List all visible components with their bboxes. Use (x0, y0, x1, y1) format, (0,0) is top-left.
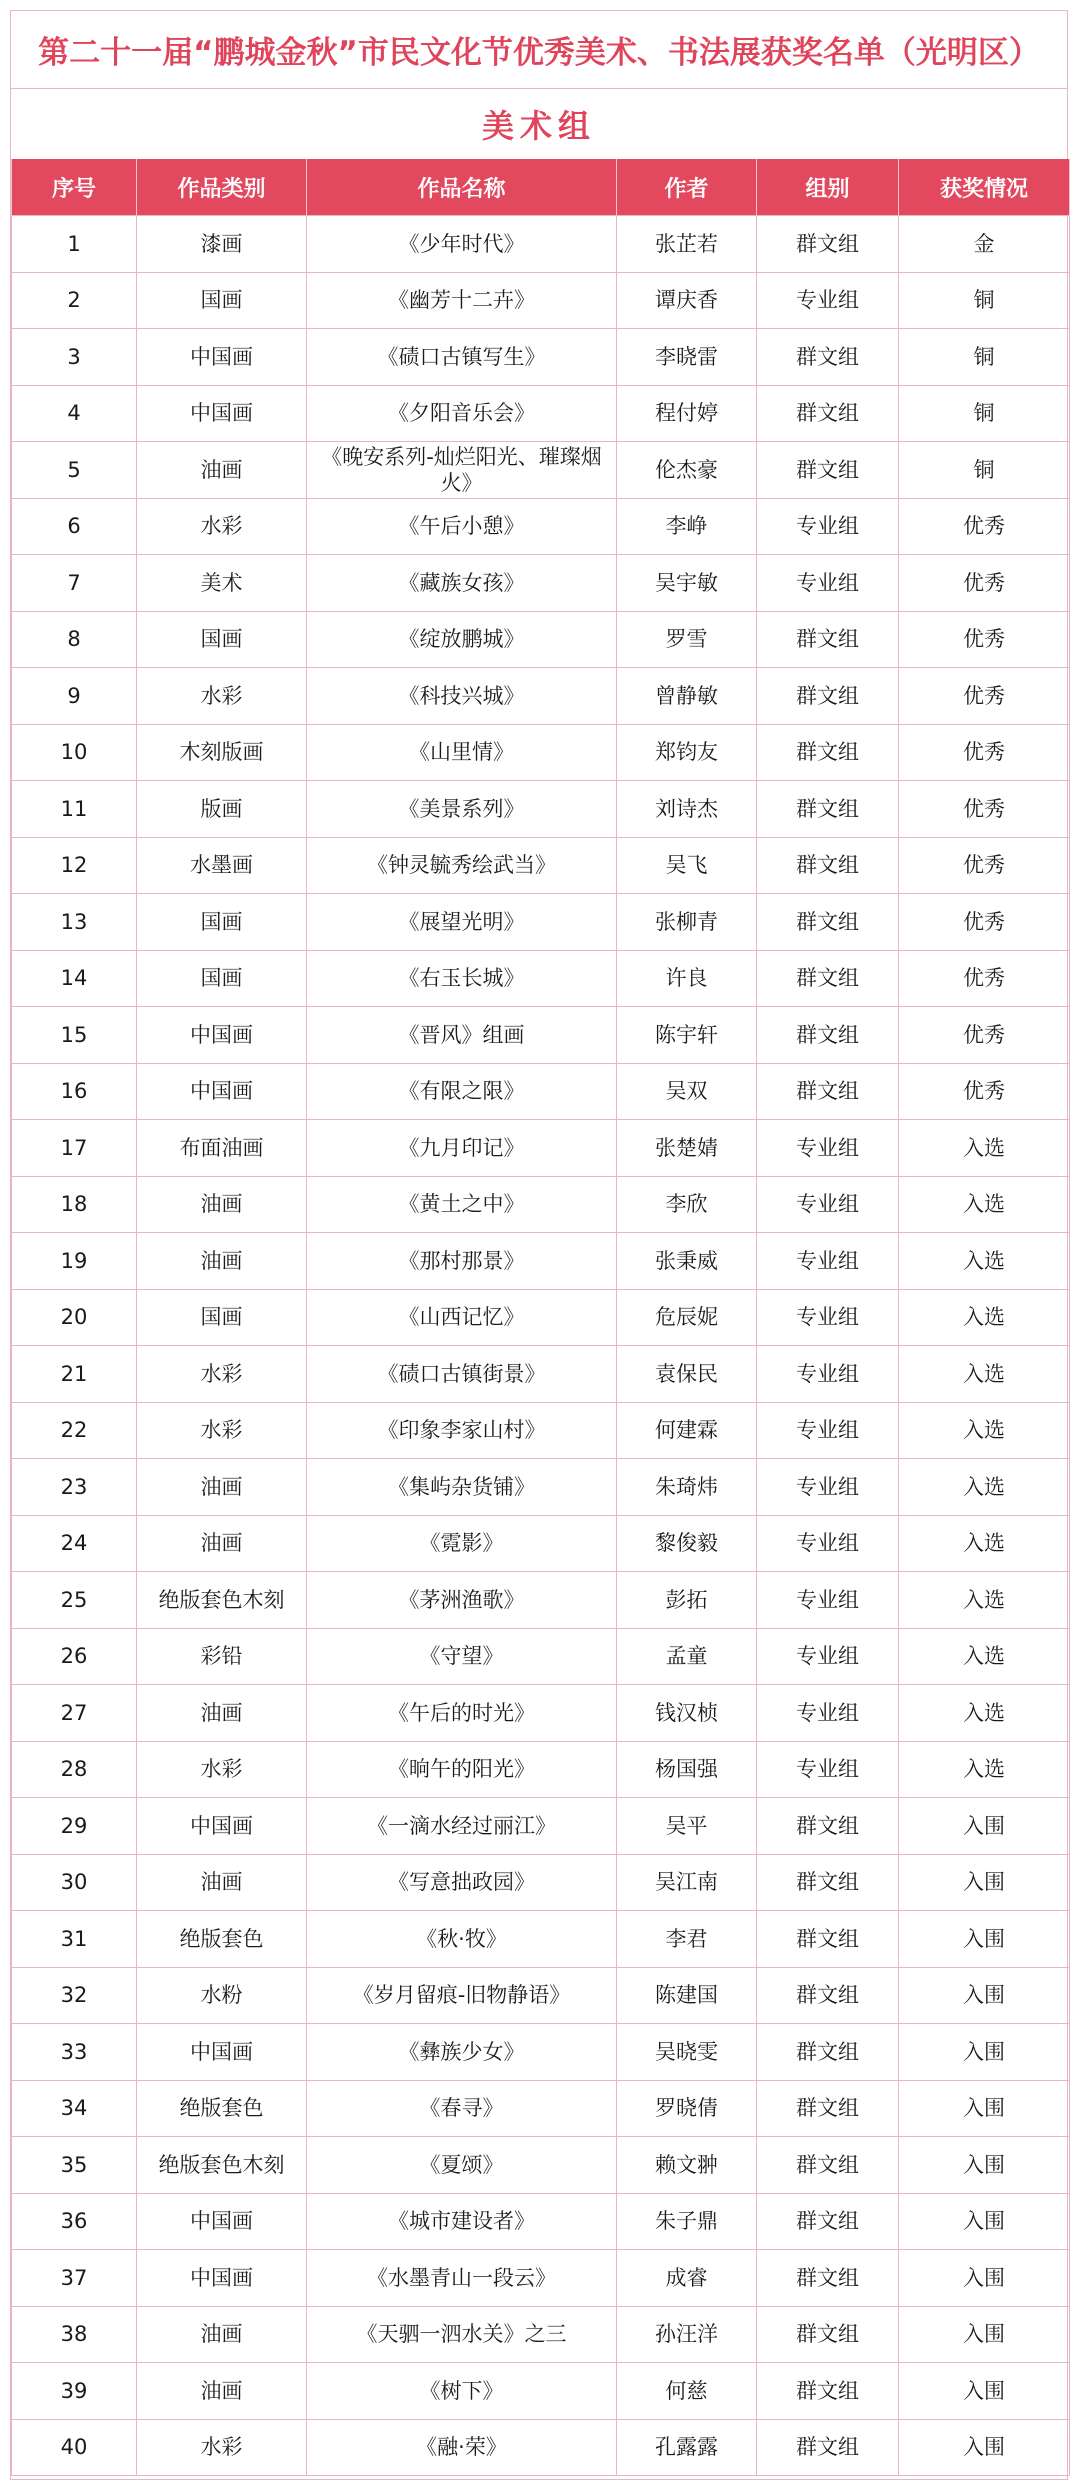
cell-category: 中国画 (137, 1063, 307, 1120)
cell-group: 群文组 (757, 611, 899, 668)
cell-category: 中国画 (137, 1007, 307, 1064)
award-table (11, 159, 1070, 2476)
cell-award: 入围 (899, 1911, 1070, 1968)
table-row (12, 329, 1070, 386)
cell-index: 21 (12, 1346, 137, 1403)
cell-award: 金 (899, 216, 1070, 273)
table-row (12, 2363, 1070, 2420)
cell-author: 孔露露 (617, 2419, 757, 2476)
cell-group: 专业组 (757, 1628, 899, 1685)
cell-index: 33 (12, 2024, 137, 2081)
cell-award: 入选 (899, 1289, 1070, 1346)
table-row (12, 2080, 1070, 2137)
cell-index: 18 (12, 1176, 137, 1233)
cell-category: 版画 (137, 781, 307, 838)
cell-group: 专业组 (757, 1515, 899, 1572)
cell-author: 张秉威 (617, 1233, 757, 1290)
cell-award: 入围 (899, 2250, 1070, 2307)
column-header-award: 获奖情况 (899, 159, 1070, 216)
cell-index: 40 (12, 2419, 137, 2476)
table-row (12, 272, 1070, 329)
cell-group: 专业组 (757, 1572, 899, 1629)
table-row (12, 2137, 1070, 2194)
cell-group: 群文组 (757, 2024, 899, 2081)
cell-category: 油画 (137, 1854, 307, 1911)
cell-award: 入围 (899, 2080, 1070, 2137)
cell-group: 群文组 (757, 1798, 899, 1855)
cell-group: 群文组 (757, 2080, 899, 2137)
cell-index: 34 (12, 2080, 137, 2137)
section-title: 美术组 (481, 107, 596, 145)
cell-award: 铜 (899, 442, 1070, 499)
table-row (12, 2250, 1070, 2307)
cell-work-title: 《夕阳音乐会》 (307, 385, 617, 442)
cell-index: 3 (12, 329, 137, 386)
cell-category: 中国画 (137, 1798, 307, 1855)
cell-category: 水彩 (137, 498, 307, 555)
cell-category: 中国画 (137, 2024, 307, 2081)
table-body (12, 216, 1070, 2476)
cell-work-title: 《黄土之中》 (307, 1176, 617, 1233)
cell-index: 19 (12, 1233, 137, 1290)
cell-award: 优秀 (899, 781, 1070, 838)
cell-category: 绝版套色木刻 (137, 2137, 307, 2194)
table-row (12, 1572, 1070, 1629)
cell-work-title: 《水墨青山一段云》 (307, 2250, 617, 2307)
table-row (12, 1007, 1070, 1064)
cell-author: 李欣 (617, 1176, 757, 1233)
cell-author: 杨国强 (617, 1741, 757, 1798)
cell-category: 绝版套色木刻 (137, 1572, 307, 1629)
table-row (12, 1741, 1070, 1798)
cell-group: 群文组 (757, 2193, 899, 2250)
cell-index: 22 (12, 1402, 137, 1459)
cell-group: 群文组 (757, 894, 899, 951)
table-row (12, 1798, 1070, 1855)
cell-group: 群文组 (757, 329, 899, 386)
cell-index: 20 (12, 1289, 137, 1346)
cell-author: 赖文翀 (617, 2137, 757, 2194)
cell-group: 群文组 (757, 216, 899, 273)
cell-author: 伦杰豪 (617, 442, 757, 499)
table-row (12, 1911, 1070, 1968)
cell-author: 罗晓倩 (617, 2080, 757, 2137)
cell-index: 32 (12, 1967, 137, 2024)
cell-award: 优秀 (899, 498, 1070, 555)
table-row (12, 1289, 1070, 1346)
cell-author: 危辰妮 (617, 1289, 757, 1346)
cell-category: 布面油画 (137, 1120, 307, 1177)
cell-index: 9 (12, 668, 137, 725)
cell-group: 群文组 (757, 2419, 899, 2476)
cell-work-title: 《秋·牧》 (307, 1911, 617, 1968)
cell-author: 张柳青 (617, 894, 757, 951)
cell-work-title: 《科技兴城》 (307, 668, 617, 725)
cell-index: 2 (12, 272, 137, 329)
cell-index: 5 (12, 442, 137, 499)
cell-index: 4 (12, 385, 137, 442)
cell-group: 专业组 (757, 1120, 899, 1177)
cell-index: 8 (12, 611, 137, 668)
cell-index: 24 (12, 1515, 137, 1572)
cell-index: 7 (12, 555, 137, 612)
cell-index: 35 (12, 2137, 137, 2194)
cell-award: 入围 (899, 1967, 1070, 2024)
cell-group: 群文组 (757, 1911, 899, 1968)
cell-category: 油画 (137, 2306, 307, 2363)
table-row (12, 1967, 1070, 2024)
cell-author: 吴飞 (617, 837, 757, 894)
cell-award: 铜 (899, 329, 1070, 386)
cell-category: 油画 (137, 1685, 307, 1742)
cell-author: 曾静敏 (617, 668, 757, 725)
cell-work-title: 《午后的时光》 (307, 1685, 617, 1742)
cell-index: 16 (12, 1063, 137, 1120)
cell-author: 陈宇轩 (617, 1007, 757, 1064)
cell-work-title: 《展望光明》 (307, 894, 617, 951)
cell-author: 朱子鼎 (617, 2193, 757, 2250)
cell-author: 谭庆香 (617, 272, 757, 329)
cell-work-title: 《彝族少女》 (307, 2024, 617, 2081)
cell-award: 入选 (899, 1515, 1070, 1572)
cell-work-title: 《写意拙政园》 (307, 1854, 617, 1911)
cell-group: 群文组 (757, 950, 899, 1007)
cell-work-title: 《印象李家山村》 (307, 1402, 617, 1459)
cell-award: 入选 (899, 1233, 1070, 1290)
cell-group: 群文组 (757, 2363, 899, 2420)
cell-group: 专业组 (757, 498, 899, 555)
cell-category: 中国画 (137, 2193, 307, 2250)
cell-group: 群文组 (757, 1063, 899, 1120)
cell-award: 入选 (899, 1741, 1070, 1798)
cell-category: 漆画 (137, 216, 307, 273)
cell-work-title: 《霓影》 (307, 1515, 617, 1572)
cell-author: 朱琦炜 (617, 1459, 757, 1516)
cell-category: 油画 (137, 2363, 307, 2420)
cell-work-title: 《幽芳十二卉》 (307, 272, 617, 329)
table-row (12, 2419, 1070, 2476)
cell-author: 吴平 (617, 1798, 757, 1855)
cell-award: 入选 (899, 1572, 1070, 1629)
cell-author: 张芷若 (617, 216, 757, 273)
cell-group: 专业组 (757, 1289, 899, 1346)
cell-author: 成睿 (617, 2250, 757, 2307)
cell-group: 群文组 (757, 2250, 899, 2307)
cell-category: 水彩 (137, 668, 307, 725)
cell-award: 入围 (899, 2024, 1070, 2081)
cell-author: 李峥 (617, 498, 757, 555)
cell-work-title: 《城市建设者》 (307, 2193, 617, 2250)
cell-group: 群文组 (757, 837, 899, 894)
cell-work-title: 《美景系列》 (307, 781, 617, 838)
cell-index: 37 (12, 2250, 137, 2307)
cell-index: 14 (12, 950, 137, 1007)
cell-author: 孙汪洋 (617, 2306, 757, 2363)
cell-author: 何建霖 (617, 1402, 757, 1459)
cell-author: 刘诗杰 (617, 781, 757, 838)
cell-index: 26 (12, 1628, 137, 1685)
cell-author: 孟童 (617, 1628, 757, 1685)
cell-award: 入围 (899, 2137, 1070, 2194)
table-row (12, 442, 1070, 499)
table-row (12, 1233, 1070, 1290)
cell-award: 优秀 (899, 1063, 1070, 1120)
cell-work-title: 《天驷一泗水关》之三 (307, 2306, 617, 2363)
column-header-work-title: 作品名称 (307, 159, 617, 216)
cell-work-title: 《那村那景》 (307, 1233, 617, 1290)
cell-award: 优秀 (899, 668, 1070, 725)
cell-award: 优秀 (899, 555, 1070, 612)
column-header-category: 作品类别 (137, 159, 307, 216)
cell-award: 铜 (899, 272, 1070, 329)
cell-group: 群文组 (757, 442, 899, 499)
cell-author: 吴宇敏 (617, 555, 757, 612)
table-row (12, 894, 1070, 951)
table-row (12, 2306, 1070, 2363)
cell-group: 专业组 (757, 1346, 899, 1403)
cell-author: 许良 (617, 950, 757, 1007)
cell-index: 39 (12, 2363, 137, 2420)
cell-author: 陈建国 (617, 1967, 757, 2024)
cell-author: 张楚婧 (617, 1120, 757, 1177)
cell-group: 专业组 (757, 272, 899, 329)
cell-index: 12 (12, 837, 137, 894)
cell-work-title: 《藏族女孩》 (307, 555, 617, 612)
cell-category: 水粉 (137, 1967, 307, 2024)
cell-work-title: 《晋风》组画 (307, 1007, 617, 1064)
cell-category: 木刻版画 (137, 724, 307, 781)
table-header-row (12, 159, 1070, 216)
table-row (12, 781, 1070, 838)
cell-work-title: 《午后小憩》 (307, 498, 617, 555)
cell-category: 国画 (137, 611, 307, 668)
cell-work-title: 《岁月留痕-旧物静语》 (307, 1967, 617, 2024)
table-row (12, 385, 1070, 442)
cell-category: 中国画 (137, 2250, 307, 2307)
cell-author: 罗雪 (617, 611, 757, 668)
cell-award: 入选 (899, 1346, 1070, 1403)
cell-group: 专业组 (757, 1402, 899, 1459)
cell-author: 李晓雷 (617, 329, 757, 386)
cell-group: 专业组 (757, 1176, 899, 1233)
cell-award: 优秀 (899, 724, 1070, 781)
table-row (12, 555, 1070, 612)
cell-award: 入选 (899, 1402, 1070, 1459)
cell-group: 专业组 (757, 1741, 899, 1798)
cell-work-title: 《山里情》 (307, 724, 617, 781)
cell-award: 入选 (899, 1628, 1070, 1685)
table-row (12, 611, 1070, 668)
cell-author: 程付婷 (617, 385, 757, 442)
cell-category: 国画 (137, 272, 307, 329)
cell-index: 28 (12, 1741, 137, 1798)
cell-work-title: 《钟灵毓秀绘武当》 (307, 837, 617, 894)
cell-category: 油画 (137, 1459, 307, 1516)
table-row (12, 1402, 1070, 1459)
cell-author: 吴江南 (617, 1854, 757, 1911)
cell-index: 1 (12, 216, 137, 273)
cell-category: 中国画 (137, 385, 307, 442)
cell-work-title: 《右玉长城》 (307, 950, 617, 1007)
table-row (12, 1628, 1070, 1685)
cell-group: 群文组 (757, 1854, 899, 1911)
cell-work-title: 《守望》 (307, 1628, 617, 1685)
table-row (12, 2193, 1070, 2250)
cell-work-title: 《有限之限》 (307, 1063, 617, 1120)
cell-index: 23 (12, 1459, 137, 1516)
cell-work-title: 《集屿杂货铺》 (307, 1459, 617, 1516)
table-row (12, 2024, 1070, 2081)
cell-work-title: 《夏颂》 (307, 2137, 617, 2194)
cell-work-title: 《碛口古镇街景》 (307, 1346, 617, 1403)
cell-author: 黎俊毅 (617, 1515, 757, 1572)
cell-index: 6 (12, 498, 137, 555)
cell-group: 群文组 (757, 781, 899, 838)
cell-award: 铜 (899, 385, 1070, 442)
cell-award: 入围 (899, 2306, 1070, 2363)
cell-work-title: 《碛口古镇写生》 (307, 329, 617, 386)
cell-award: 入围 (899, 1798, 1070, 1855)
cell-work-title: 《晚安系列-灿烂阳光、璀璨烟火》 (307, 442, 617, 499)
cell-work-title: 《春寻》 (307, 2080, 617, 2137)
page-title: 第二十一届“鹏城金秋”市民文化节优秀美术、书法展获奖名单（光明区） (11, 11, 1067, 89)
cell-author: 彭拓 (617, 1572, 757, 1629)
cell-category: 油画 (137, 442, 307, 499)
cell-group: 专业组 (757, 555, 899, 612)
cell-author: 何慈 (617, 2363, 757, 2420)
cell-index: 25 (12, 1572, 137, 1629)
cell-group: 专业组 (757, 1685, 899, 1742)
cell-author: 钱汉桢 (617, 1685, 757, 1742)
table-row (12, 668, 1070, 725)
table-row (12, 724, 1070, 781)
cell-work-title: 《山西记忆》 (307, 1289, 617, 1346)
column-header-author: 作者 (617, 159, 757, 216)
cell-group: 群文组 (757, 668, 899, 725)
cell-work-title: 《树下》 (307, 2363, 617, 2420)
column-header-group: 组别 (757, 159, 899, 216)
cell-category: 国画 (137, 1289, 307, 1346)
cell-category: 油画 (137, 1515, 307, 1572)
cell-index: 30 (12, 1854, 137, 1911)
table-row (12, 1063, 1070, 1120)
cell-work-title: 《融·荣》 (307, 2419, 617, 2476)
cell-category: 水墨画 (137, 837, 307, 894)
cell-group: 群文组 (757, 1967, 899, 2024)
table-row (12, 216, 1070, 273)
table-row (12, 498, 1070, 555)
cell-group: 专业组 (757, 1459, 899, 1516)
cell-category: 水彩 (137, 1346, 307, 1403)
cell-index: 29 (12, 1798, 137, 1855)
cell-award: 入选 (899, 1176, 1070, 1233)
cell-award: 入选 (899, 1685, 1070, 1742)
cell-index: 11 (12, 781, 137, 838)
cell-category: 水彩 (137, 2419, 307, 2476)
table-row (12, 1515, 1070, 1572)
cell-category: 绝版套色 (137, 2080, 307, 2137)
cell-index: 38 (12, 2306, 137, 2363)
cell-work-title: 《九月印记》 (307, 1120, 617, 1177)
cell-group: 群文组 (757, 724, 899, 781)
cell-work-title: 《少年时代》 (307, 216, 617, 273)
table-row (12, 1346, 1070, 1403)
table-row (12, 1120, 1070, 1177)
cell-award: 优秀 (899, 950, 1070, 1007)
cell-author: 吴晓雯 (617, 2024, 757, 2081)
cell-work-title: 《绽放鹏城》 (307, 611, 617, 668)
cell-category: 绝版套色 (137, 1911, 307, 1968)
cell-group: 专业组 (757, 1233, 899, 1290)
cell-award: 入选 (899, 1120, 1070, 1177)
cell-award: 入围 (899, 2419, 1070, 2476)
cell-category: 国画 (137, 894, 307, 951)
cell-category: 水彩 (137, 1741, 307, 1798)
cell-award: 入围 (899, 2363, 1070, 2420)
cell-award: 优秀 (899, 1007, 1070, 1064)
cell-award: 优秀 (899, 894, 1070, 951)
cell-index: 31 (12, 1911, 137, 1968)
table-row (12, 1459, 1070, 1516)
table-row (12, 1854, 1070, 1911)
cell-group: 群文组 (757, 2137, 899, 2194)
cell-author: 吴双 (617, 1063, 757, 1120)
cell-category: 水彩 (137, 1402, 307, 1459)
column-header-index: 序号 (12, 159, 137, 216)
cell-award: 入选 (899, 1459, 1070, 1516)
cell-group: 群文组 (757, 385, 899, 442)
cell-category: 国画 (137, 950, 307, 1007)
cell-index: 17 (12, 1120, 137, 1177)
cell-category: 彩铅 (137, 1628, 307, 1685)
cell-author: 郑钧友 (617, 724, 757, 781)
cell-group: 群文组 (757, 1007, 899, 1064)
cell-award: 入围 (899, 1854, 1070, 1911)
cell-category: 油画 (137, 1233, 307, 1290)
cell-award: 入围 (899, 2193, 1070, 2250)
cell-index: 36 (12, 2193, 137, 2250)
award-list-sheet (10, 10, 1068, 2480)
cell-work-title: 《一滴水经过丽江》 (307, 1798, 617, 1855)
cell-index: 10 (12, 724, 137, 781)
table-row (12, 837, 1070, 894)
table-row (12, 950, 1070, 1007)
cell-author: 李君 (617, 1911, 757, 1968)
cell-work-title: 《茅洲渔歌》 (307, 1572, 617, 1629)
cell-index: 27 (12, 1685, 137, 1742)
cell-work-title: 《晌午的阳光》 (307, 1741, 617, 1798)
cell-category: 油画 (137, 1176, 307, 1233)
cell-index: 13 (12, 894, 137, 951)
cell-category: 美术 (137, 555, 307, 612)
table-row (12, 1685, 1070, 1742)
cell-author: 袁保民 (617, 1346, 757, 1403)
cell-group: 群文组 (757, 2306, 899, 2363)
cell-award: 优秀 (899, 837, 1070, 894)
cell-category: 中国画 (137, 329, 307, 386)
cell-award: 优秀 (899, 611, 1070, 668)
table-row (12, 1176, 1070, 1233)
cell-index: 15 (12, 1007, 137, 1064)
